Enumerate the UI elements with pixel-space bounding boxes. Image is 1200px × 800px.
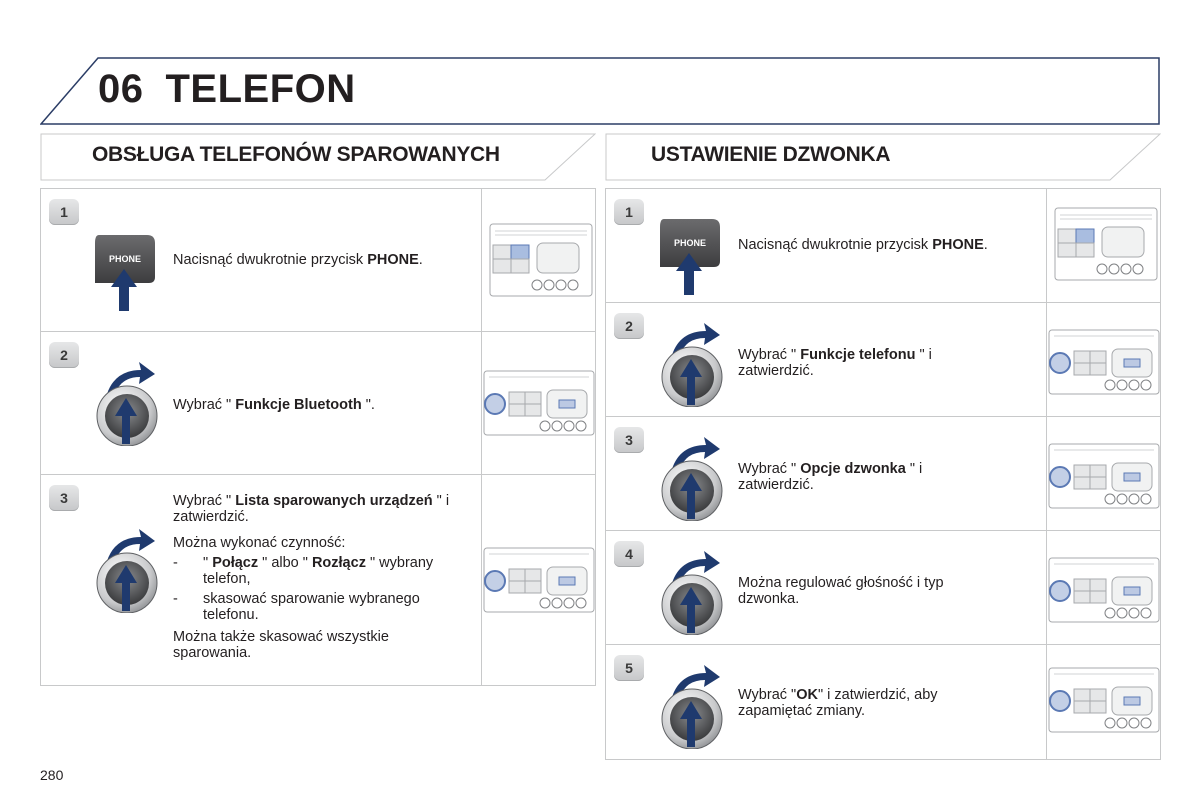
step-text: Wybrać " Funkcje telefonu " i zatwierdzić.	[738, 347, 932, 379]
radio-panel-phone-highlight	[489, 223, 593, 302]
chapter-header	[40, 57, 1160, 125]
step-text: Nacisnąć dwukrotnie przycisk PHONE.	[738, 237, 988, 253]
radio-panel-knob	[1048, 557, 1160, 628]
step-number-badge: 2	[49, 342, 79, 368]
options-list	[173, 555, 469, 623]
svg-text:PHONE: PHONE	[108, 254, 142, 264]
list-item: - " Połącz " albo " Rozłącz " wybrany telefon,	[173, 555, 434, 587]
step-number-badge: 1	[614, 199, 644, 225]
step-text: Wybrać " Opcje dzwonka " i zatwierdzić.	[738, 461, 923, 493]
right-step-4	[606, 531, 1160, 645]
rotary-knob-icon	[658, 539, 728, 635]
left-section-header	[40, 133, 596, 181]
radio-panel-knob	[483, 370, 595, 441]
radio-panel-knob	[1048, 443, 1160, 514]
right-step-3	[606, 417, 1160, 531]
left-section-title: OBSŁUGA TELEFONÓW SPAROWANYCH	[92, 143, 500, 166]
step-text: Wybrać " Lista sparowanych urządzeń " i zatwierdzić. Można wykonać czynność: - " Połącz " albo " Rozłącz " wybrany telefon, - skasować sparowanie wybranego telefonu. Można także skasować wszystkie sparowania.	[173, 493, 469, 671]
page-number: 280	[40, 767, 64, 783]
options-intro: Można wykonać czynność:	[173, 535, 346, 551]
step-text: Nacisnąć dwukrotnie przycisk PHONE.	[173, 252, 423, 268]
clear-all-note: Można także skasować wszystkie sparowania.	[173, 629, 389, 661]
phone-button-icon	[93, 233, 159, 313]
step-text: Wybrać " Funkcje Bluetooth ".	[173, 397, 375, 413]
radio-panel-knob	[1048, 329, 1160, 400]
rotary-knob-icon	[658, 311, 728, 407]
step-text: Można regulować głośność i typ dzwonka.	[738, 575, 944, 607]
right-section-header	[605, 133, 1161, 181]
left-step-3	[41, 475, 595, 685]
radio-panel-knob	[1048, 667, 1160, 738]
step-number-badge: 1	[49, 199, 79, 225]
radio-panel-phone-highlight	[1054, 207, 1158, 286]
rotary-knob-icon	[658, 653, 728, 749]
step-number-badge: 5	[614, 655, 644, 681]
step-number-badge: 3	[614, 427, 644, 453]
radio-panel-knob	[483, 547, 595, 618]
svg-text:PHONE: PHONE	[673, 238, 707, 248]
left-step-2	[41, 332, 595, 475]
rotary-knob-icon	[93, 517, 163, 613]
right-step-2	[606, 303, 1160, 417]
rotary-knob-icon	[658, 425, 728, 521]
left-step-1	[41, 189, 595, 332]
chapter-number: 06	[98, 67, 144, 111]
step-number-badge: 3	[49, 485, 79, 511]
chapter-name: TELEFON	[165, 67, 356, 111]
rotary-knob-icon	[93, 350, 163, 446]
right-section-title: USTAWIENIE DZWONKA	[651, 143, 891, 166]
step-number-badge: 4	[614, 541, 644, 567]
step-text: Wybrać "OK" i zatwierdzić, aby zapamiętać zmiany.	[738, 687, 938, 719]
right-step-5	[606, 645, 1160, 759]
list-item: - skasować sparowanie wybranego telefonu.	[173, 591, 420, 623]
step-number-badge: 2	[614, 313, 644, 339]
phone-button-icon	[658, 217, 724, 297]
right-steps-table	[605, 188, 1161, 760]
left-steps-table	[40, 188, 596, 686]
right-step-1	[606, 189, 1160, 303]
chapter-title	[98, 67, 378, 112]
